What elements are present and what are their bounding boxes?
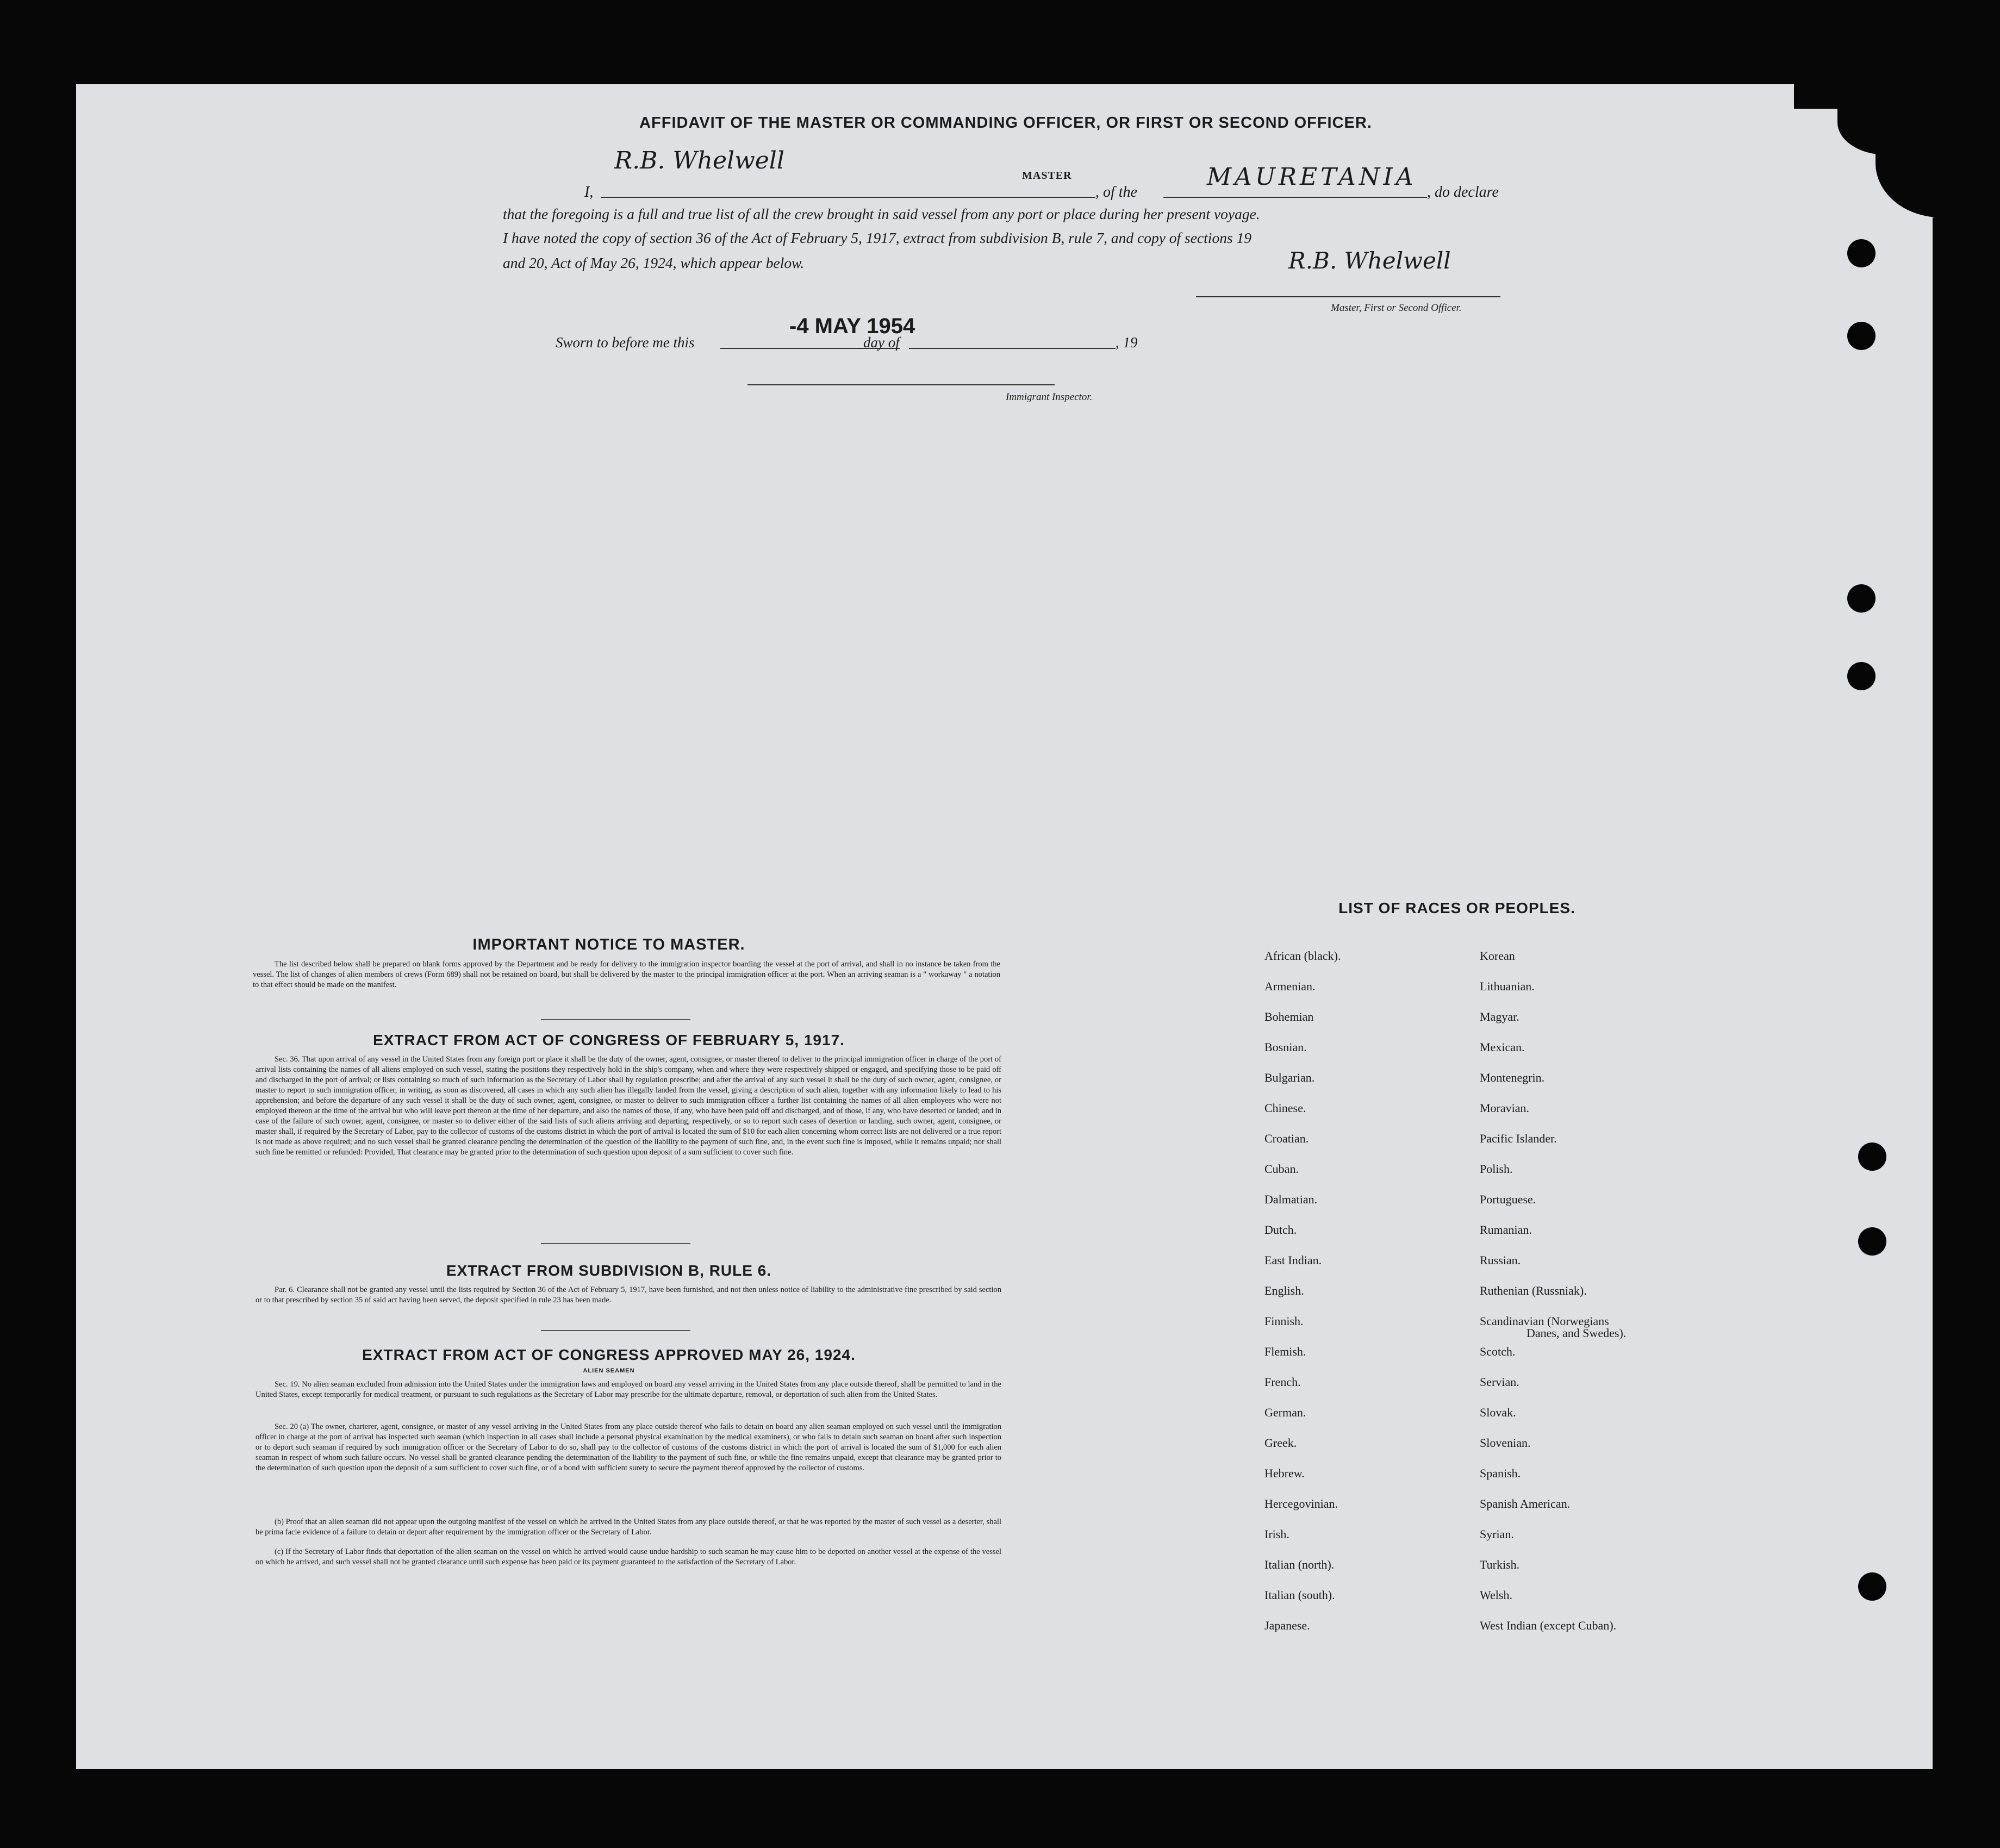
race-item: Armenian. [1264,979,1316,993]
torn-corner [1837,106,1957,155]
document-sheet [76,84,1935,1769]
race-item: Russian. [1480,1253,1521,1267]
race-item: Flemish. [1264,1345,1306,1358]
race-item: Mexican. [1480,1040,1525,1054]
notice-title: IMPORTANT NOTICE TO MASTER. [472,936,745,953]
affidavit-title: AFFIDAVIT OF THE MASTER OR COMMANDING OFFICER, OR FIRST OR SECOND OFFICER. [639,114,1372,132]
race-item: Turkish. [1480,1558,1520,1571]
do-declare-label: , do declare [1427,184,1499,201]
of-the-label: , of the [1095,184,1137,201]
race-item: Japanese. [1264,1619,1310,1632]
race-item: Croatian. [1264,1132,1309,1145]
race-item: Slovak. [1480,1406,1516,1419]
race-item: Cuban. [1264,1162,1299,1176]
sec-20b-text: (b) Proof that an alien seaman did not appear upon the outgoing manifest of the vessel on which he arrived in the United States from any place outside thereof, or that he was reported by the master of such vessel as a deserter, shall be prima facie evidence of a failure to detain or deport after requirement by the immigration officer or the Secretary of Labor. [256,1518,1001,1537]
race-item: East Indian. [1264,1253,1322,1267]
vessel-name: MAURETANIA [1207,163,1417,191]
master-name-line [601,197,1095,198]
punch-hole [1847,239,1876,267]
race-item: West Indian (except Cuban). [1480,1619,1617,1632]
rank-label: MASTER [1022,170,1072,182]
race-item: Italian (north). [1264,1558,1335,1571]
races-title: LIST OF RACES OR PEOPLES. [1338,900,1575,916]
right-edge-shadow [1933,217,1954,1772]
race-item: Bosnian. [1264,1040,1307,1054]
punch-hole [1858,1227,1886,1256]
race-item: Spanish American. [1480,1497,1571,1510]
race-item: Italian (south). [1264,1588,1335,1602]
race-item: Bulgarian. [1264,1071,1315,1084]
race-item: Montenegrin. [1480,1071,1545,1084]
inspector-caption: Immigrant Inspector. [1006,391,1093,403]
punch-hole [1858,1572,1886,1601]
race-item: African (black). [1264,949,1341,963]
master-signature: R.B. Whelwell [614,147,784,174]
race-item: Irish. [1264,1527,1289,1541]
race-item: Pacific Islander. [1480,1132,1557,1145]
inspector-line [747,384,1055,385]
sworn-label: Sworn to before me this [556,334,695,351]
race-item: Syrian. [1480,1527,1514,1541]
punch-hole [1847,322,1876,350]
officer-signature: R.B. Whelwell [1288,247,1451,274]
race-item: Greek. [1264,1436,1297,1450]
sec-20a-text: Sec. 20 (a) The owner, charterer, agent, consignee, or master of any vessel arriving in the United States from any place outside thereof who fails to detain on board any alien seaman employed on such vessel until the immigration officer in charge at the port of arrival has inspected such seaman (which inspection in all cases shall include a personal physical examination by the medical examiners), or who fails to detain such seaman on board after such inspection or to deport such seaman if required by such immigration officer or the Secretary of Labor to do so, shall pay to the collector of customs of the customs district in which the port of arrival is located the sum of $1,000 for each alien seaman in respect of whom such failure occurs. No vessel shall be granted clearance pending the determination of the liability to the payment of such fine, or while the fine remains unpaid, except that clearance may be granted prior to the determination of such question upon the deposit of a sum sufficient to cover such fine, or of a bond with sufficient surety to secure the payment thereof approved by the collector of customs. [256,1422,1001,1472]
punch-hole [1858,1142,1886,1171]
race-item: Scandinavian (Norwegians [1480,1314,1609,1328]
race-item: Magyar. [1480,1010,1519,1023]
punch-hole [1847,662,1876,690]
section-divider [541,1019,690,1020]
notice-text: The list described below shall be prepared on blank forms approved by the Department and be ready for delivery to the immigration inspector boarding the vessel at the port of arrival, and shall in no instance be taken from the vessel. The list of changes of alien members of crews (Form 689) shall not be retained on board, but shall be delivered by the master to the principal immigration officer at the port. When an arriving seaman is a " workaway " a notation to that effect should be made on the manifest. [253,960,1000,989]
race-item: Rumanian. [1480,1223,1532,1237]
signature-caption: Master, First or Second Officer. [1331,302,1462,314]
subdivision-b-title: EXTRACT FROM SUBDIVISION B, RULE 6. [446,1262,772,1279]
race-item: Chinese. [1264,1101,1306,1115]
affidavit-i-label: I, [584,184,594,201]
torn-corner [1794,76,1957,109]
extract-1924-title: EXTRACT FROM ACT OF CONGRESS APPROVED MAY 26, 1924. [362,1346,856,1363]
year-prefix: , 19 [1116,334,1138,351]
affidavit-line-4: and 20, Act of May 26, 1924, which appear below. [503,254,805,271]
race-item: Welsh. [1480,1588,1512,1602]
race-item: Servian. [1480,1375,1519,1389]
extract-1917-text: Sec. 36. That upon arrival of any vessel in the United States from any foreign port or place it shall be the duty of the owner, agent, consignee, or master thereof to deliver to the principal immigration officer in charge of the port of arrival lists containing the names of all aliens employed on such vessel, stating the positions they respectively hold in the ship's company, when and where they were respectively shipped or engaged, and specifying those to be paid off and discharged in the port of arrival; or lists containing so much of such information as the Secretary of Labor shall by regulation prescribe; and after the arrival of any such vessel it shall be the duty of such owner, agent, consignee, or master to report to such immigration officer, in writing, as soon as discovered, all cases in which any such alien has illegally landed from the vessel, giving a description of such alien, together with any information likely to lead to his apprehension; and before the departure of any such vessel it shall be the duty of such owner, agent, consignee, or master to deliver to such immigration officer a further list containing the names of all alien employees who were not employed thereon at the time of the arrival but who will leave port thereon at the time of her departure, and also the names of those, if any, who have been paid off and discharged, and of those, if any, who have deserted or landed; and in case of the failure of such owner, agent, consignee, or master so to deliver either of the said lists of such aliens arriving and departing, respectively, or so to report such cases of desertion or landing, such owner, agent, consignee, or master shall, if required by the Secretary of Labor, pay to the collector of customs of the customs district in which the port of arrival is located the sum of $10 for each alien concerning whom correct lists are not delivered or a true report is not made as above required; and no such vessel shall be granted clearance pending the determination of the question of the liability to the payment of such fine, and, in the event such fine is imposed, while it remains unpaid; nor shall such fine be remitted or refunded: Provided, That clearance may be granted prior to the determination of such question upon deposit of a sum sufficient to cover such fine. [256,1055,1001,1157]
signature-line [1196,296,1500,297]
race-item: Dutch. [1264,1223,1297,1237]
race-item: Moravian. [1480,1101,1530,1115]
alien-seamen-subtitle: ALIEN SEAMEN [583,1368,635,1374]
race-item: Scotch. [1480,1345,1516,1358]
sec-20c-text: (c) If the Secretary of Labor finds that deportation of the alien seaman on the vessel on which he arrived would cause undue hardship to such seaman he may cause him to be deported on another vessel at the expense of the vessel on which he arrived, and such vessel shall not be granted clearance until such expense has been paid or its payment guaranteed to the satisfaction of the Secretary of Labor. [256,1547,1001,1566]
race-item: Lithuanian. [1480,979,1535,993]
race-item: English. [1264,1284,1304,1297]
sec-19-text: Sec. 19. No alien seaman excluded from admission into the United States under the immigration laws and employed on board any vessel arriving in the United States from any place outside thereof, shall be permitted to land in the United States, except temporarily for medical treatment, or pursuant to such regulations as the Secretary of Labor may prescribe for the ultimate departure, removal, or deportation of such alien from the United States. [256,1380,1001,1399]
vessel-name-line [1163,197,1427,198]
section-divider [541,1243,690,1244]
race-item: French. [1264,1375,1301,1389]
sworn-date-stamp: -4 MAY 1954 [789,314,915,338]
subdivision-b-text: Par. 6. Clearance shall not be granted any vessel until the lists required by Section 36 of the Act of February 5, 1917, have been furnished, and not then unless notice of liability to the administrative fine prescribed by said section or to that prescribed by section 35 of said act having been served, the deposit specified in rule 23 has been made. [256,1285,1001,1304]
race-item: Bohemian [1264,1010,1314,1023]
race-item: Finnish. [1264,1314,1304,1328]
section-divider [541,1330,690,1331]
affidavit-line-2: that the foregoing is a full and true list of all the crew brought in said vessel from any port or place during her present voyage. [503,205,1260,222]
race-item: Ruthenian (Russniak). [1480,1284,1587,1297]
extract-1917-title: EXTRACT FROM ACT OF CONGRESS OF FEBRUARY 5, 1917. [373,1032,845,1048]
race-item: Portuguese. [1480,1193,1536,1206]
punch-hole [1847,584,1876,613]
race-item: Spanish. [1480,1466,1521,1480]
affidavit-line-3: I have noted the copy of section 36 of the Act of February 5, 1917, extract from subdivision B, rule 7, and copy of sections 19 [503,229,1252,246]
race-item: German. [1264,1406,1306,1419]
race-item: Slovenian. [1480,1436,1531,1450]
race-item: Polish. [1480,1162,1513,1176]
race-item: Hebrew. [1264,1466,1305,1480]
day-of-label: day of [863,334,900,351]
race-item: Hercegovinian. [1264,1497,1338,1510]
race-item: Korean [1480,949,1515,963]
sworn-month-line [909,348,1116,349]
race-item-continuation: Danes, and Swedes). [1527,1326,1627,1340]
race-item: Dalmatian. [1264,1193,1318,1206]
